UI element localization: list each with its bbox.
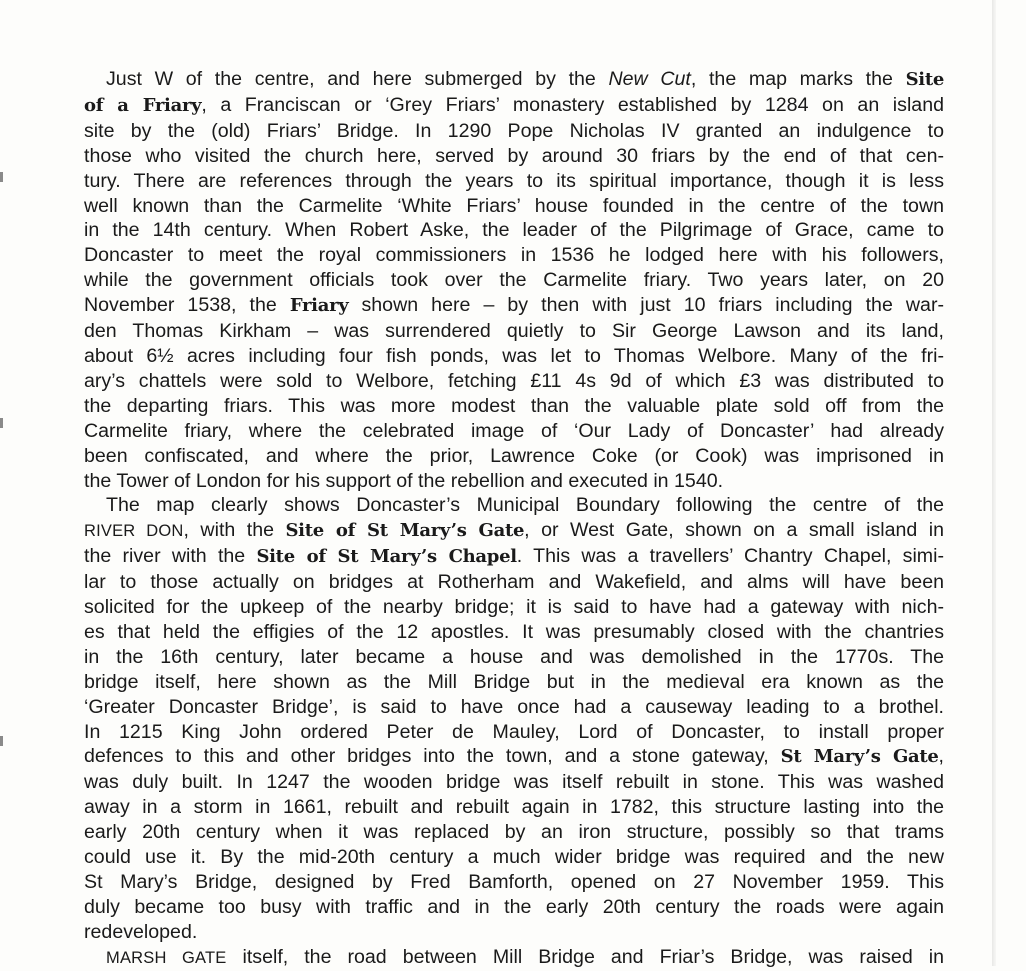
text-line (84, 394, 944, 419)
text-run: Just W of the centre, and here submerged by the (106, 68, 609, 90)
text-run: , or West Gate, shown on a small island in (524, 519, 945, 542)
text-line (84, 444, 944, 469)
text-line (84, 920, 944, 945)
text-line (84, 570, 944, 595)
margin-mark (0, 418, 3, 428)
text-run: site by the (old) Friars’ Bridge. In 1290 Pope Nicholas IV granted an indulgence to (84, 119, 944, 142)
text-line (84, 795, 944, 820)
text-run: Carmelite friary, where the celebrated image of ‘Our Lady of Doncaster’ had already (84, 419, 944, 442)
text-run: in the 14th century. When Robert Aske, the leader of the Pilgrimage of Grace, came to (84, 219, 944, 242)
text-run: about 6½ acres including four fish ponds, was let to Thomas Welbore. Many of the fri- (84, 344, 944, 367)
text-run: es that held the effigies of the 12 apostles. It was presumably closed with the chantries (84, 620, 944, 643)
text-run: November 1538, the (84, 294, 290, 317)
text-run: Doncaster to meet the royal commissioners in 1536 he lodged here with his followers, (84, 244, 944, 267)
text-line (84, 770, 944, 795)
text-run: bridge itself, here shown as the Mill Bridge but in the medieval era known as the (84, 670, 944, 693)
text-run: the Tower of London for his support of the rebellion and executed in 1540. (84, 469, 724, 492)
text-run: the river with the (84, 545, 257, 568)
text-line (84, 319, 944, 344)
text-line (84, 93, 944, 119)
text-line (84, 493, 944, 518)
map-label-blackletter: Friary (289, 295, 349, 317)
text-line (84, 268, 944, 293)
text-run: redeveloped. (84, 920, 198, 943)
text-line (84, 293, 944, 319)
text-run: St Mary’s Bridge, designed by Fred Bamforth, opened on 27 November 1959. This (84, 871, 944, 893)
text-run: well known than the Carmelite ‘White Friars’ house founded in the centre of the town (84, 194, 944, 217)
text-line (84, 544, 944, 570)
text-line (84, 144, 944, 169)
text-line (84, 344, 944, 369)
map-label-smallcaps: MARSH GATE (106, 948, 227, 967)
text-run: solicited for the upkeep of the nearby bridge; it is said to have had a gateway with nich- (84, 596, 944, 619)
text-run: . This was a travellers’ Chantry Chapel, simi- (516, 545, 944, 568)
text-line (84, 670, 944, 695)
text-run: early 20th century when it was replaced by an iron structure, possibly so that trams (84, 821, 944, 844)
margin-mark (0, 172, 3, 182)
text-run: while the government officials took over the Carmelite friary. Two years later, on 20 (84, 269, 944, 292)
text-line (84, 695, 944, 720)
text-line (84, 419, 944, 444)
text-line (84, 67, 944, 93)
text-line (84, 620, 944, 645)
map-label-blackletter: Site (905, 69, 944, 90)
text-line (84, 744, 944, 770)
text-run: away in a storm in 1661, rebuilt and rebuilt again in 1782, this structure lasting into the (84, 796, 944, 819)
text-line (84, 645, 944, 670)
text-run: The map clearly shows Doncaster’s Municipal Boundary following the centre of the (106, 494, 944, 517)
map-label-blackletter: of a Friary (84, 94, 202, 116)
map-label-smallcaps: RIVER DON (84, 522, 184, 541)
text-run: the departing friars. This was more modest than the valuable plate sold off from the (84, 394, 944, 417)
text-column (84, 67, 944, 971)
italic-term: New Cut (608, 68, 691, 90)
text-run: tury. There are references through the years to its spiritual importance, though it is less (84, 169, 944, 192)
text-line (84, 720, 944, 745)
text-run: been confiscated, and where the prior, Lawrence Coke (or Cook) was imprisoned in (84, 444, 944, 467)
map-label-blackletter: Site of St Mary’s Gate (285, 520, 525, 542)
text-line (84, 845, 944, 870)
text-run: was duly built. In 1247 the wooden bridge was itself rebuilt in stone. This was washed (84, 771, 944, 794)
text-run: , the map marks the (690, 68, 906, 90)
text-run: lar to those actually on bridges at Rotherham and Wakefield, and alms will have been (84, 571, 944, 594)
text-run: could use it. By the mid-20th century a much wider bridge was required and the new (84, 846, 944, 869)
text-line (84, 895, 944, 920)
text-run: , with the (183, 519, 286, 542)
text-line (84, 194, 944, 219)
text-run: itself, the road between Mill Bridge and Friar’s Bridge, was raised in (226, 945, 944, 968)
text-run: ary’s chattels were sold to Welbore, fetching £11 4s 9d of which £3 was distributed to (84, 369, 944, 392)
text-run: , a Franciscan or ‘Grey Friars’ monastery established by 1284 on an island (201, 93, 944, 116)
text-run: den Thomas Kirkham – was surrendered quietly to Sir George Lawson and its land, (84, 320, 944, 343)
page-edge (992, 0, 996, 966)
text-line (84, 820, 944, 845)
text-run: duly became too busy with traffic and in the early 20th century the roads were again (84, 895, 944, 918)
text-line (84, 595, 944, 620)
text-run: shown here – by then with just 10 friars including the war- (348, 294, 944, 317)
text-run: those who visited the church here, served by around 30 friars by the end of that cen- (84, 144, 944, 167)
text-line (84, 945, 944, 971)
text-run: , (938, 745, 944, 768)
text-line (84, 243, 944, 268)
map-label-blackletter: St Mary’s Gate (780, 746, 939, 768)
text-run: In 1215 King John ordered Peter de Mauley, Lord of Doncaster, to install proper (84, 720, 944, 743)
text-line (84, 518, 944, 544)
margin-mark (0, 736, 3, 746)
map-label-blackletter: Site of St Mary’s Chapel (256, 546, 517, 568)
text-line (84, 218, 944, 243)
text-line (84, 169, 944, 194)
text-line (84, 870, 944, 895)
text-line (84, 369, 944, 394)
text-run: defences to this and other bridges into the town, and a stone gateway, (84, 745, 781, 768)
text-line (84, 469, 944, 494)
text-run: ‘Greater Doncaster Bridge’, is said to have once had a causeway leading to a brothel. (84, 695, 944, 718)
text-line (84, 119, 944, 144)
text-run: in the 16th century, later became a house and was demolished in the 1770s. The (84, 645, 944, 668)
